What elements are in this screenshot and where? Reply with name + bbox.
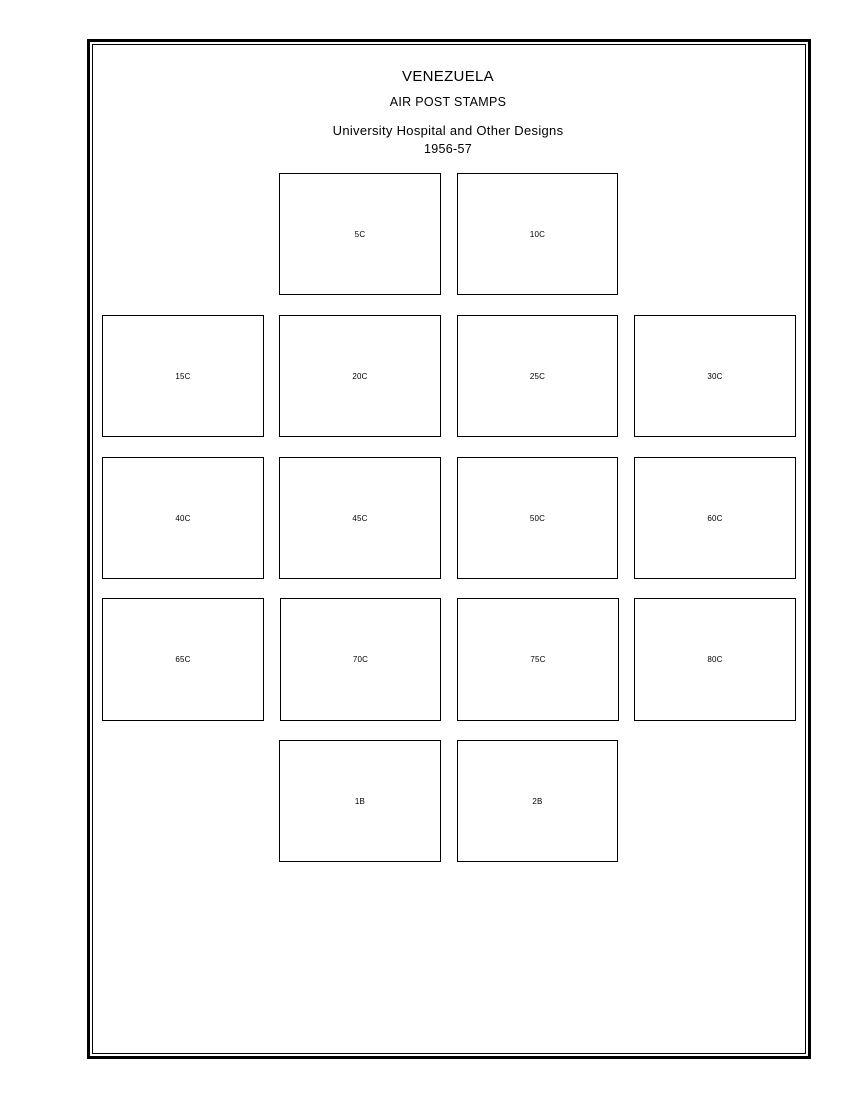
stamp-denomination: 15C [175, 371, 191, 381]
stamp-denomination: 25C [529, 371, 546, 381]
stamp-denomination: 70C [352, 655, 369, 664]
stamp-denomination: 80C [707, 655, 723, 664]
stamp-denomination: 60C [707, 513, 723, 523]
stamp-space [457, 740, 618, 862]
stamp-denomination: 10C [529, 229, 546, 239]
stamp-space [279, 315, 441, 437]
set-title: University Hospital and Other Designs [332, 123, 564, 138]
stamp-space [280, 598, 441, 721]
stamp-space [634, 598, 796, 721]
stamp-denomination: 65C [175, 655, 191, 664]
stamp-denomination: 5C [354, 229, 366, 239]
stamp-space [279, 457, 441, 579]
country-title: VENEZUELA [402, 68, 494, 85]
stamp-denomination: 1B [354, 796, 366, 806]
stamp-space [634, 457, 796, 579]
stamp-space [457, 598, 619, 721]
stamp-denomination: 75C [530, 655, 546, 664]
stamp-space [102, 457, 264, 579]
stamp-space [102, 315, 264, 437]
stamp-denomination: 40C [175, 513, 191, 523]
stamp-space [102, 598, 264, 721]
stamp-denomination: 30C [707, 371, 723, 381]
stamp-denomination: 45C [352, 513, 368, 523]
stamp-space [457, 457, 618, 579]
stamp-space [279, 173, 441, 295]
stamp-denomination: 50C [529, 513, 546, 523]
section-title: AIR POST STAMPS [389, 95, 507, 109]
stamp-space [457, 173, 618, 295]
stamp-space [279, 740, 441, 862]
stamp-denomination: 20C [352, 371, 368, 381]
stamp-space [634, 315, 796, 437]
set-years: 1956-57 [424, 142, 472, 156]
stamp-space [457, 315, 618, 437]
stamp-denomination: 2B [532, 796, 543, 806]
